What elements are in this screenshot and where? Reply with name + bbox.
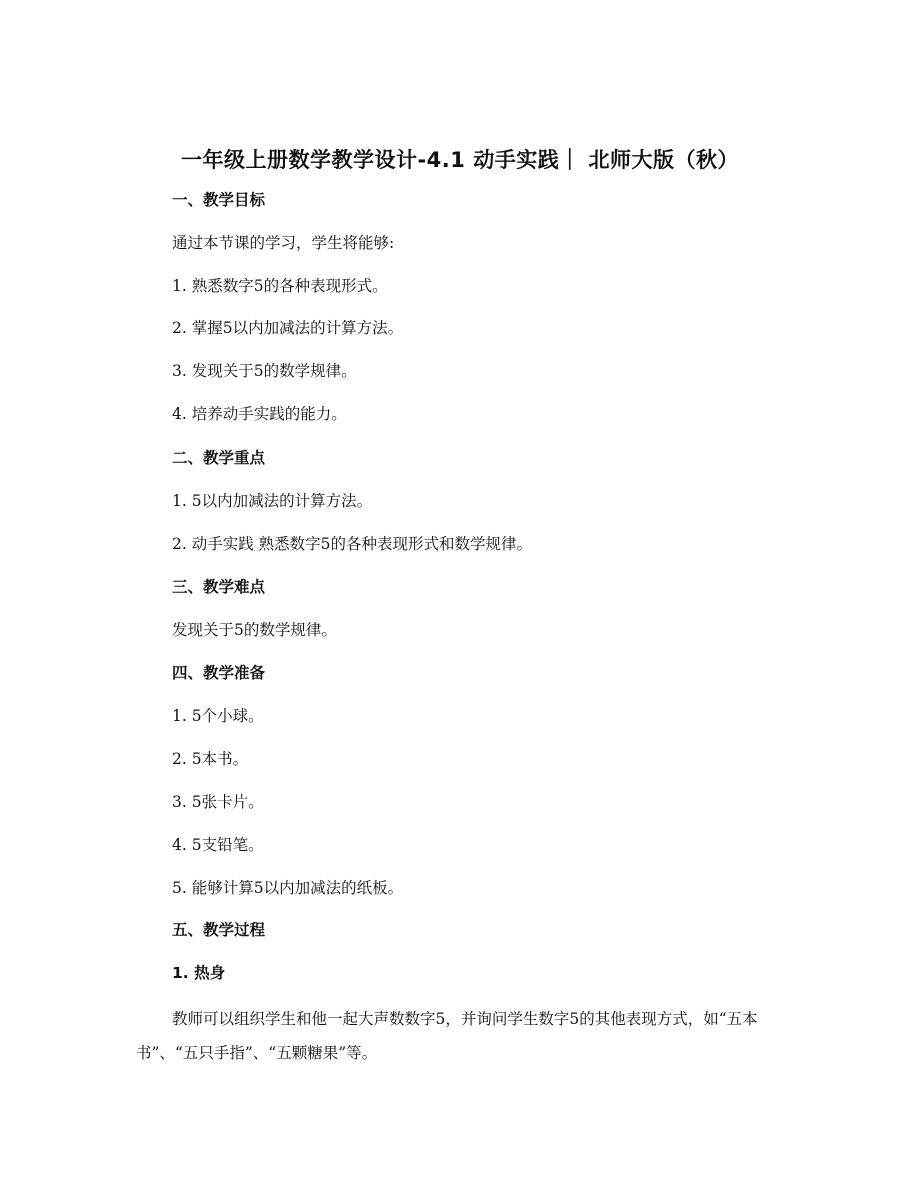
goals-item: 2. 掌握5以内加减法的计算方法。 bbox=[172, 319, 404, 337]
key-points-item: 1. 5以内加减法的计算方法。 bbox=[172, 492, 373, 510]
goals-intro: 通过本节课的学习，学生将能够: bbox=[172, 234, 395, 252]
section-heading-process: 五、教学过程 bbox=[172, 921, 266, 939]
preparation-item: 4. 5支铅笔。 bbox=[172, 836, 264, 854]
process-paragraph: 教师可以组织学生和他一起大声数数字5，并询问学生数字5的其他表现方式，如“五本书”、“五只手指”、“五颗糖果”等。 bbox=[136, 1010, 758, 1062]
preparation-item: 2. 5本书。 bbox=[172, 750, 249, 768]
preparation-item: 5. 能够计算5以内加减法的纸板。 bbox=[172, 879, 404, 897]
section-heading-goals: 一、教学目标 bbox=[172, 191, 266, 209]
preparation-item: 3. 5张卡片。 bbox=[172, 793, 264, 811]
goals-item: 3. 发现关于5的数学规律。 bbox=[172, 362, 357, 380]
goals-item: 4. 培养动手实践的能力。 bbox=[172, 405, 347, 423]
section-heading-key-points: 二、教学重点 bbox=[172, 449, 266, 467]
goals-item: 1. 熟悉数字5的各种表现形式。 bbox=[172, 277, 388, 295]
process-subheading: 1. 热身 bbox=[172, 964, 226, 982]
section-heading-preparation: 四、教学准备 bbox=[172, 664, 266, 682]
preparation-item: 1. 5个小球。 bbox=[172, 707, 264, 725]
page-title: 一年级上册数学教学设计-4.1 动手实践｜ 北师大版（秋） bbox=[180, 148, 740, 172]
section-heading-difficulties: 三、教学难点 bbox=[172, 578, 266, 596]
difficulties-text: 发现关于5的数学规律。 bbox=[172, 621, 337, 639]
key-points-item: 2. 动手实践 熟悉数字5的各种表现形式和数学规律。 bbox=[172, 535, 533, 553]
